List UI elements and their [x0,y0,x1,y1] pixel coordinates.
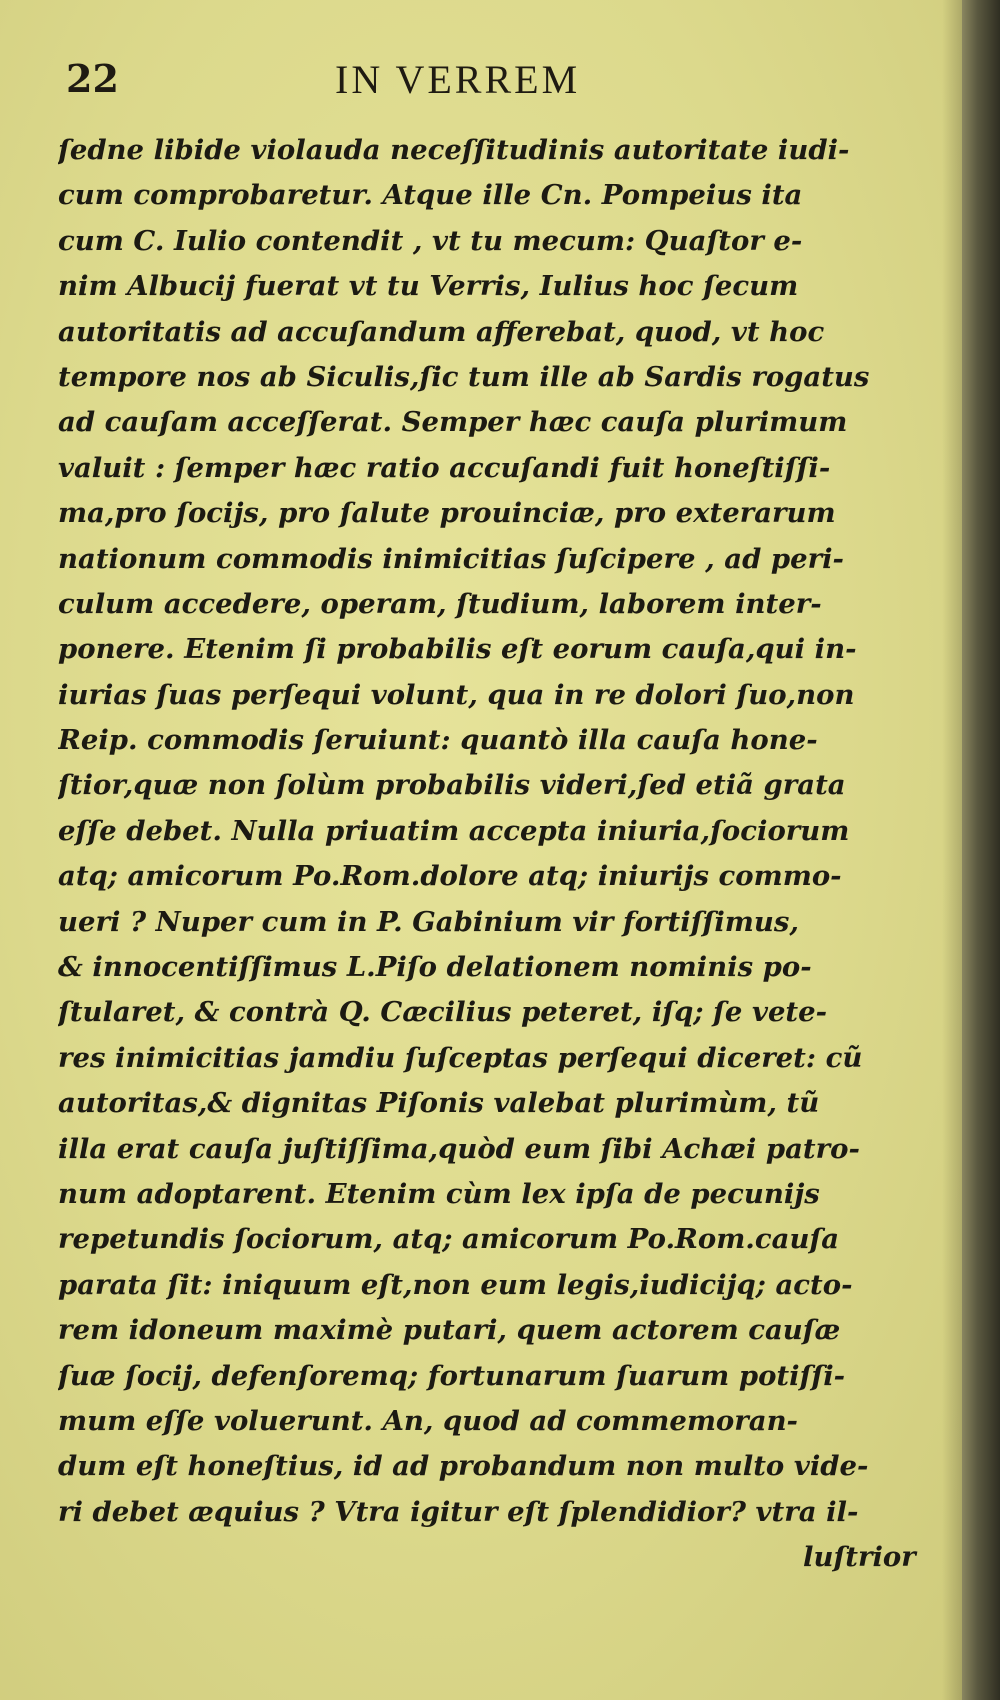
text-line: eſſe debet. Nulla priuatim accepta iniuria,ſociorum [58,814,850,847]
text-line: dum eſt honeſtius, id ad probandum non multo vide- [58,1450,869,1483]
text-line: ſuæ ſocij, defenſoremq; fortunarum ſuarum potiſſi- [58,1359,846,1392]
text-line: illa erat cauſa juſtiſſima,quòd eum ſibi Achæi patro- [58,1132,860,1165]
text-line: ſtior,quæ non ſolùm probabilis videri,ſed etiã grata [58,769,846,802]
book-gutter [962,0,1000,1700]
text-line: autoritatis ad accuſandum afferebat, quod, vt hoc [58,315,825,348]
text-line: ponere. Etenim ſi probabilis eſt eorum cauſa,qui in- [58,633,857,666]
text-line: iurias ſuas perſequi volunt, qua in re dolori ſuo,non [58,678,855,711]
text-line: ri debet æquius ? Vtra igitur eſt ſplendidior? vtra il- [58,1495,859,1528]
running-head [0,56,962,116]
text-line: tempore nos ab Siculis,ſic tum ille ab Sardis rogatus [58,360,870,393]
text-line: num adoptarent. Etenim cùm lex ipſa de pecunijs [58,1177,820,1210]
text-line: autoritas,& dignitas Piſonis valebat plurimùm, tũ [58,1087,820,1120]
text-line: & innocentiſſimus L.Piſo delationem nominis po- [58,951,812,984]
text-line: ueri ? Nuper cum in P. Gabinium vir fortiſſimus, [58,905,799,938]
text-line: res inimicitias jamdiu ſuſceptas perſequi diceret: cũ [58,1041,863,1074]
text-line: cum C. Iulio contendit , vt tu mecum: Quaſtor e- [58,224,803,257]
text-line: culum accedere, operam, ſtudium, laborem inter- [58,587,822,620]
body-text [58,128,938,1581]
page-number: 22 [66,56,119,101]
text-line: Reip. commodis ſeruiunt: quantò illa cauſa hone- [58,724,818,757]
page-edge-shadow [942,0,962,1700]
text-line: parata ſit: iniquum eſt,non eum legis,iudicijq; acto- [58,1268,853,1301]
text-line: ma,pro ſocijs, pro ſalute prouinciæ, pro exterarum [58,497,836,530]
text-line: mum eſſe voluerunt. An, quod ad commemoran- [58,1404,798,1437]
text-line: repetundis ſociorum, atq; amicorum Po.Rom.cauſa [58,1223,840,1256]
text-line: nim Albucij fuerat vt tu Verris, Iulius hoc ſecum [58,270,799,303]
text-line: nationum commodis inimicitias ſuſcipere , ad peri- [58,542,844,575]
text-line: ſedne libide violauda neceſſitudinis autoritate iudi- [58,134,850,166]
text-line: ſtularet, & contrà Q. Cæcilius peteret, iſq; ſe vete- [58,996,828,1029]
text-line: rem idoneum maximè putari, quem actorem cauſæ [58,1314,841,1347]
text-line: atq; amicorum Po.Rom.dolore atq; iniurijs commo- [58,860,842,893]
text-line: valuit : ſemper hæc ratio accuſandi fuit honeſtiſſi- [58,451,831,484]
running-title: IN VERREM [335,57,581,102]
text-line: cum comprobaretur. Atque ille Cn. Pompeius ita [58,179,803,212]
text-line: ad cauſam acceſſerat. Semper hæc cauſa plurimum [58,406,848,439]
catchword: luſtrior [803,1541,916,1574]
